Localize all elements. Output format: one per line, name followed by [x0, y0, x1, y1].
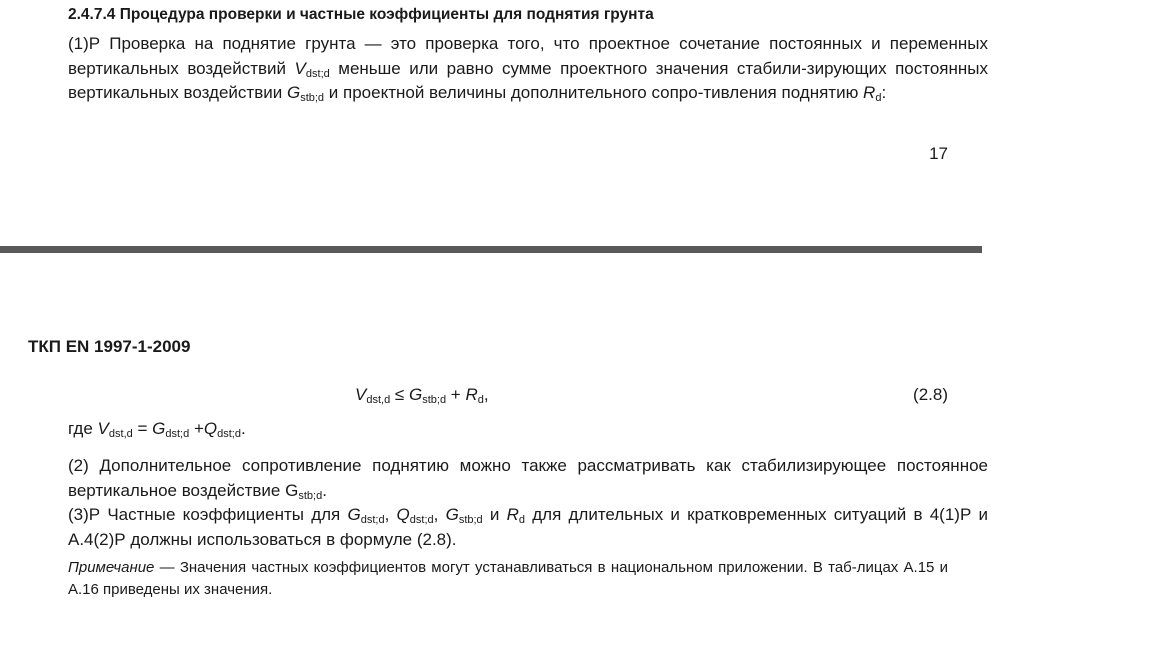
note-label: Примечание: [68, 559, 155, 576]
subscript: dst;d: [360, 514, 385, 526]
subscript: stb;d: [458, 514, 483, 526]
subscript: stb;d: [422, 394, 447, 406]
subscript: dst;d: [217, 428, 241, 440]
paragraph-1-text: и проектной величины дополнительного сопро-тивления поднятию: [324, 83, 864, 102]
symbol-r: R: [465, 385, 478, 404]
plus-sign: +: [446, 385, 466, 404]
subscript: dst;d: [165, 428, 190, 440]
subscript: dst,d: [366, 394, 391, 406]
note-text: — Значения частных коэффициентов могут устанавливаться в национальном приложении. В таб-лицах А.15 и А.16 приведены их значения.: [68, 559, 948, 598]
separator: ,: [433, 505, 446, 524]
paragraph-2-text: (2) Дополнительное сопротивление поднятию можно также рассматривать как стабилизирующее постоянное вертикальное воздействие G: [68, 456, 988, 500]
paragraph-3-text: (3)Р Частные коэффициенты для: [68, 505, 348, 524]
subscript: dst,d: [108, 428, 133, 440]
formula-2-8: [355, 385, 489, 405]
section-heading: 2.4.7.4 Процедура проверки и частные коэффициенты для поднятия грунта: [68, 6, 654, 23]
page-number: 17: [929, 144, 948, 163]
symbol-r: R: [863, 83, 876, 102]
paragraph-1-text: :: [881, 83, 887, 102]
paragraph-1: [28, 32, 988, 106]
page-divider: [0, 246, 982, 253]
symbol-v: V: [355, 385, 367, 404]
symbol-g: G: [347, 505, 361, 524]
paragraph-2: [28, 454, 988, 503]
paragraph-3: [28, 503, 988, 552]
where-tail: .: [240, 419, 246, 438]
plus-sign: +: [189, 419, 204, 438]
subscript: stb;d: [298, 489, 323, 502]
separator: и: [482, 505, 507, 524]
subscript: stb;d: [300, 92, 325, 104]
formula-tail: ,: [483, 385, 489, 404]
symbol-q: Q: [396, 505, 410, 524]
equals-sign: =: [132, 419, 153, 438]
note: [68, 557, 948, 600]
symbol-g: G: [152, 419, 166, 438]
separator: ,: [384, 505, 397, 524]
where-definition: [68, 419, 246, 439]
subscript: dst;d: [409, 514, 434, 526]
symbol-g: G: [286, 83, 301, 102]
symbol-r: R: [506, 505, 519, 524]
paragraph-3-text: для длительных и кратковременных ситуаций в 4(1)Р и А.4(2)Р должны использоваться в формуле (2.8).: [68, 505, 988, 549]
standard-code-header: ТКП EN 1997-1-2009: [28, 337, 191, 356]
paragraph-1-text: меньше или равно сумме проектного значения стабили-зирующих постоянных вертикальных воздействии: [68, 58, 988, 102]
where-label: где: [68, 419, 98, 438]
symbol-g: G: [408, 385, 423, 404]
subscript: d: [477, 394, 484, 406]
subscript: dst;d: [305, 67, 330, 80]
leq-sign: ≤: [390, 385, 409, 404]
symbol-q: Q: [203, 419, 218, 438]
symbol-g: G: [445, 505, 459, 524]
paragraph-2-text: .: [322, 480, 327, 500]
paragraph-1-text: (1)Р Проверка на поднятие грунта — это проверка того, что проектное сочетание постоянных и переменных вертикальных воздействий: [68, 34, 988, 78]
subscript: d: [875, 92, 882, 104]
symbol-v: V: [97, 419, 109, 438]
symbol-v: V: [294, 58, 306, 78]
formula-number: (2.8): [913, 385, 948, 404]
subscript: d: [518, 514, 526, 526]
